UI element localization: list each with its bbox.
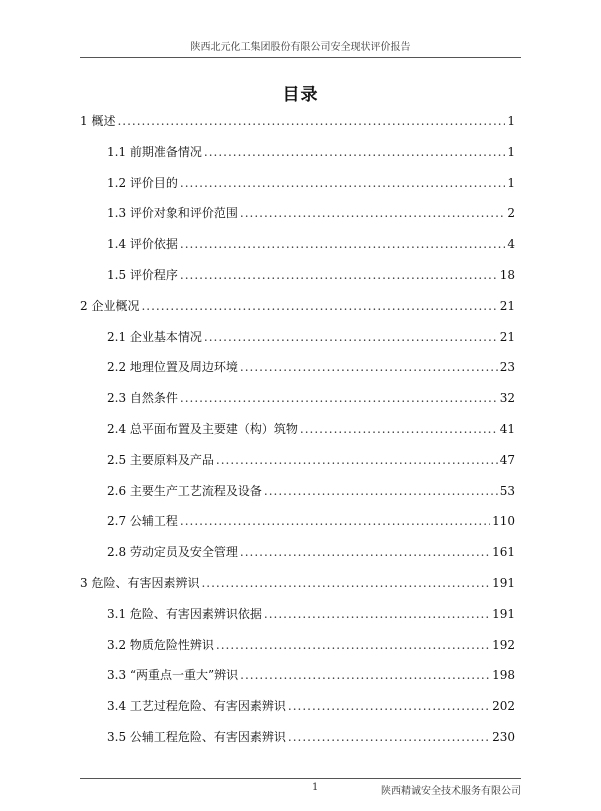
- toc-dot-leader: [204, 144, 505, 160]
- toc-entry-label: 2.7 公辅工程: [107, 514, 178, 529]
- toc-entry-page: 21: [499, 298, 515, 313]
- toc-dot-leader: [264, 606, 490, 622]
- toc-entry-label: 2.6 主要生产工艺流程及设备: [107, 483, 262, 498]
- toc-title: 目录: [282, 85, 319, 105]
- toc-dot-leader: [288, 729, 490, 745]
- toc-dot-leader: [204, 329, 498, 345]
- toc-entry-page: 1: [507, 144, 515, 159]
- toc-entry[interactable]: [107, 144, 515, 160]
- toc-entry[interactable]: [107, 452, 515, 468]
- toc-entry-page: 53: [499, 483, 515, 498]
- toc-dot-leader: [201, 575, 490, 591]
- toc-dot-leader: [180, 236, 505, 252]
- toc-dot-leader: [180, 267, 498, 283]
- toc-entry-label: 3.5 公辅工程危险、有害因素辨识: [107, 730, 286, 744]
- toc-entry[interactable]: [107, 667, 515, 683]
- toc-dot-leader: [180, 175, 505, 191]
- toc-entry-label: 3.3 “两重点一重大”辨识: [107, 668, 239, 683]
- toc-entry[interactable]: [107, 513, 515, 529]
- toc-entry-label: 2.8 劳动定员及安全管理: [107, 545, 238, 560]
- toc-entry-page: 4: [507, 237, 515, 252]
- toc-entry[interactable]: [107, 698, 515, 714]
- toc-entry-label: 3.1 危险、有害因素辨识依据: [107, 606, 262, 621]
- toc-entry-page: 110: [492, 514, 515, 529]
- toc-entry-label: 1.2 评价目的: [107, 175, 178, 190]
- toc-entry-label: 3.2 物质危险性辨识: [107, 637, 214, 652]
- footer-page-number: 1: [312, 782, 319, 793]
- toc-entry-page: 198: [492, 668, 515, 683]
- toc-entry-page: 1: [507, 175, 515, 190]
- toc-entry-label: 2 企业概况: [80, 298, 140, 313]
- toc-dot-leader: [240, 359, 498, 375]
- toc-entry-label: 2.4 总平面布置及主要建（构）筑物: [107, 422, 298, 436]
- toc-entry-label: 1.4 评价依据: [107, 237, 178, 252]
- toc-entry-page: 32: [499, 391, 515, 406]
- toc-entry[interactable]: [107, 267, 515, 283]
- toc-entry-page: 230: [492, 730, 515, 744]
- toc-entry-page: 161: [492, 545, 515, 560]
- toc-entry-page: 21: [499, 329, 515, 344]
- toc-entry[interactable]: [107, 421, 515, 437]
- toc-dot-leader: [288, 698, 490, 714]
- toc-entry-page: 18: [499, 268, 515, 282]
- page-footer: [80, 778, 521, 797]
- toc-entry-label: 1.1 前期准备情况: [107, 144, 202, 159]
- toc-entry[interactable]: [107, 637, 515, 653]
- toc-entry[interactable]: [107, 175, 515, 191]
- toc-entry[interactable]: [107, 359, 515, 375]
- toc-dot-leader: [300, 421, 498, 437]
- toc-entry[interactable]: [80, 575, 515, 591]
- toc-entry-label: 3.4 工艺过程危险、有害因素辨识: [107, 699, 286, 714]
- toc-entry-page: 1: [507, 114, 515, 128]
- toc-dot-leader: [216, 452, 498, 468]
- toc-entry[interactable]: [107, 544, 515, 560]
- toc-entry-page: 23: [499, 360, 515, 375]
- toc-dot-leader: [240, 205, 505, 221]
- toc-dot-leader: [117, 113, 505, 129]
- toc-entry[interactable]: [80, 298, 515, 314]
- toc-dot-leader: [180, 390, 498, 406]
- toc-entry-page: 202: [492, 699, 515, 714]
- toc-entry[interactable]: [80, 113, 515, 129]
- toc-dot-leader: [216, 637, 490, 653]
- toc-entry-label: 1 概述: [80, 114, 116, 128]
- footer-company: 陕西精诚安全技术服务有限公司: [381, 786, 521, 797]
- toc-entry[interactable]: [107, 390, 515, 406]
- toc-entry[interactable]: [107, 329, 515, 345]
- toc-entry-page: 191: [492, 576, 515, 590]
- toc-entry-page: 41: [499, 422, 515, 436]
- toc-entry-label: 2.3 自然条件: [107, 391, 178, 406]
- toc-entry[interactable]: [107, 205, 515, 221]
- toc-dot-leader: [141, 298, 497, 314]
- toc-entry[interactable]: [107, 236, 515, 252]
- toc-entry-label: 2.5 主要原料及产品: [107, 452, 214, 467]
- toc-entry-page: 2: [507, 206, 515, 221]
- toc-entry-page: 192: [492, 637, 515, 652]
- toc-entry[interactable]: [107, 729, 515, 745]
- toc-entry-label: 1.3 评价对象和评价范围: [107, 206, 238, 221]
- toc-entry-label: 3 危险、有害因素辨识: [80, 576, 200, 590]
- toc-dot-leader: [240, 544, 490, 560]
- toc-entry-label: 2.2 地理位置及周边环境: [107, 360, 238, 375]
- toc-entry-page: 191: [492, 606, 515, 621]
- toc-entry-label: 2.1 企业基本情况: [107, 329, 202, 344]
- toc-entry-page: 47: [499, 452, 515, 467]
- toc-dot-leader: [264, 483, 498, 499]
- toc-dot-leader: [180, 513, 490, 529]
- page-header: 陕西北元化工集团股份有限公司安全现状评价报告: [80, 38, 521, 58]
- toc-dot-leader: [240, 667, 490, 683]
- toc-entry[interactable]: [107, 483, 515, 499]
- toc-entry-label: 1.5 评价程序: [107, 268, 178, 282]
- toc-entry[interactable]: [107, 606, 515, 622]
